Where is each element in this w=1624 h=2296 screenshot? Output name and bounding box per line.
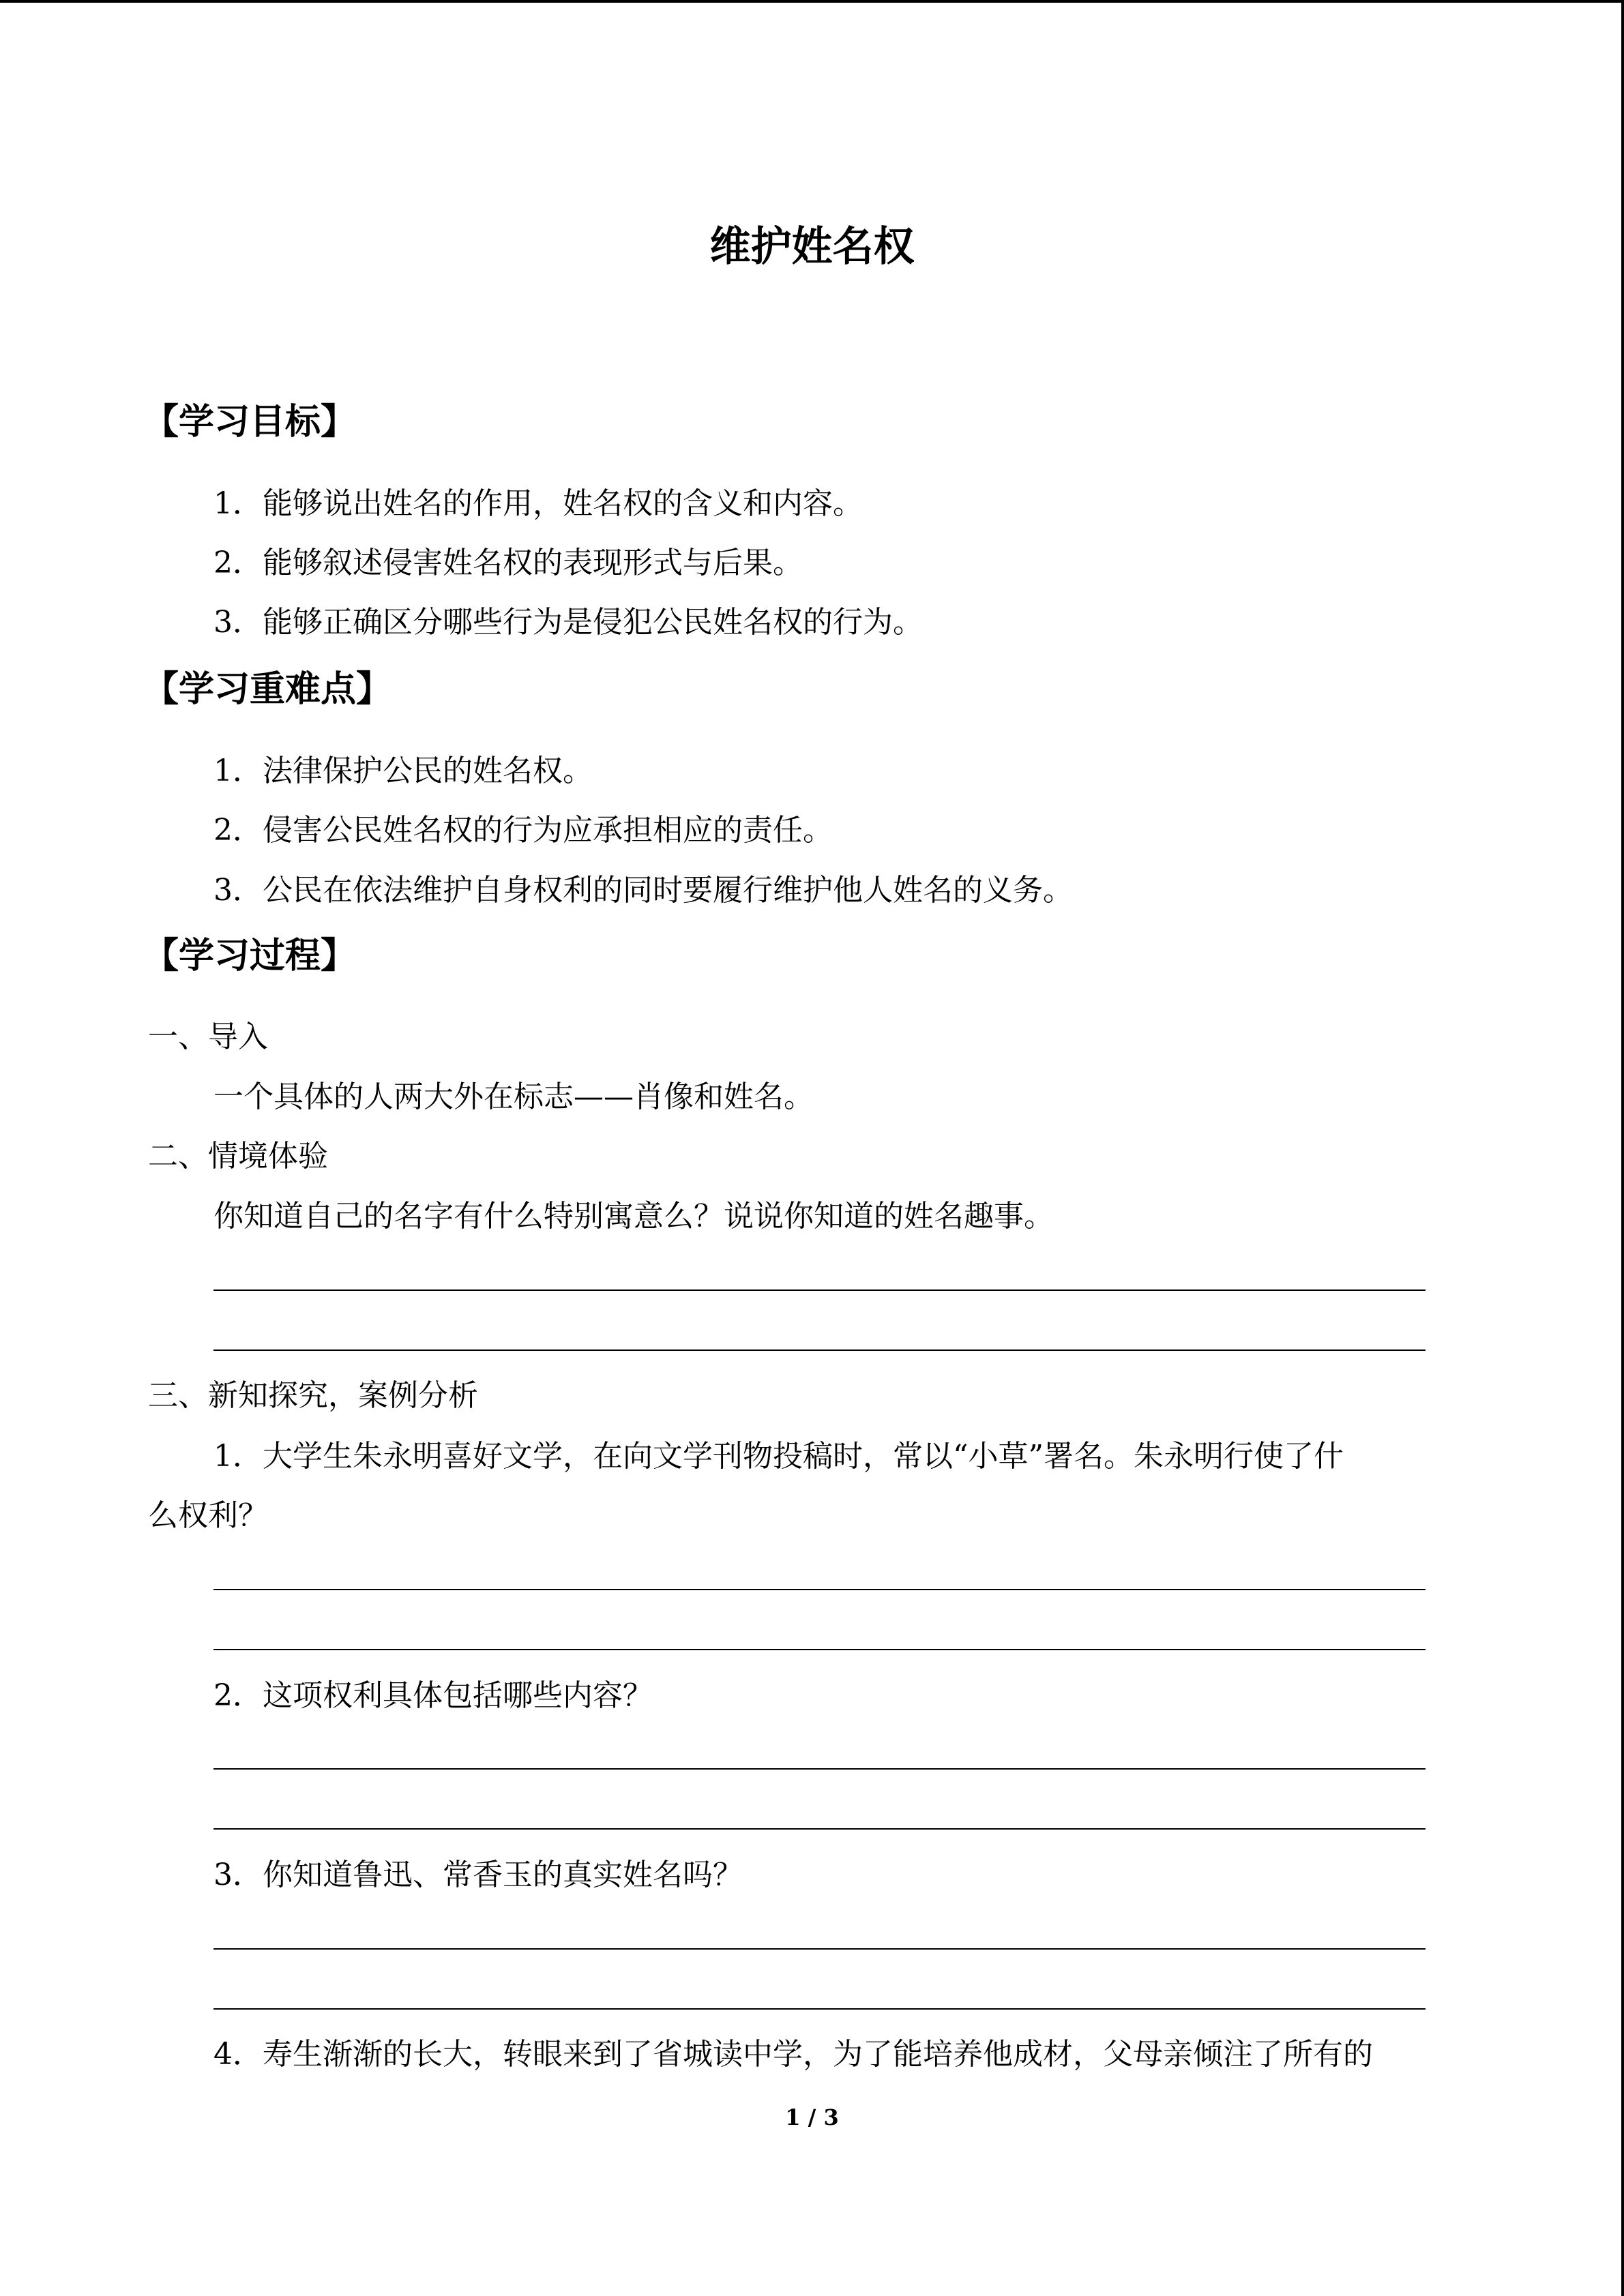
question-1-line-1: 1．大学生朱永明喜好文学，在向文学刊物投稿时，常以“小草”署名。朱永明行使了什 (213, 1439, 1344, 1474)
answer-line (213, 2008, 1426, 2010)
answer-line (213, 1350, 1426, 1351)
question-2: 2．这项权利具体包括哪些内容？ (213, 1678, 653, 1713)
answer-line (213, 1948, 1426, 1950)
key-point-item-1: 1．法律保护公民的姓名权。 (213, 754, 593, 788)
section-heading-process: 【学习过程】 (143, 936, 357, 976)
objective-item-1: 1．能够说出姓名的作用，姓名权的含义和内容。 (213, 486, 863, 521)
key-point-item-2: 2．侵害公民姓名权的行为应承担相应的责任。 (213, 813, 833, 848)
question-1-line-2: 么权利？ (148, 1498, 268, 1533)
part-label-exploration: 三、新知探究，案例分析 (148, 1378, 478, 1413)
answer-line (213, 1828, 1426, 1830)
intro-text: 一个具体的人两大外在标志——肖像和姓名。 (213, 1079, 814, 1114)
answer-line (213, 1649, 1426, 1650)
part-label-intro: 一、导入 (148, 1019, 268, 1054)
key-point-item-3: 3．公民在依法维护自身权利的同时要履行维护他人姓名的义务。 (213, 873, 1073, 908)
page-number: 1 / 3 (785, 2104, 839, 2130)
answer-line (213, 1768, 1426, 1770)
question-4-line-1: 4．寿生渐渐的长大，转眼来到了省城读中学，为了能培养他成材，父母亲倾注了所有的 (213, 2037, 1373, 2072)
section-heading-key-points: 【学习重难点】 (143, 669, 392, 710)
objective-item-3: 3．能够正确区分哪些行为是侵犯公民姓名权的行为。 (213, 605, 923, 640)
section-heading-objectives: 【学习目标】 (143, 402, 357, 443)
answer-line (213, 1589, 1426, 1590)
objective-item-2: 2．能够叙述侵害姓名权的表现形式与后果。 (213, 546, 803, 580)
page-title: 维护姓名权 (709, 223, 915, 271)
answer-line (213, 1289, 1426, 1291)
experience-text: 你知道自己的名字有什么特别寓意么？说说你知道的姓名趣事。 (213, 1199, 1054, 1234)
question-3: 3．你知道鲁迅、常香玉的真实姓名吗？ (213, 1858, 743, 1892)
part-label-experience: 二、情境体验 (148, 1139, 328, 1174)
